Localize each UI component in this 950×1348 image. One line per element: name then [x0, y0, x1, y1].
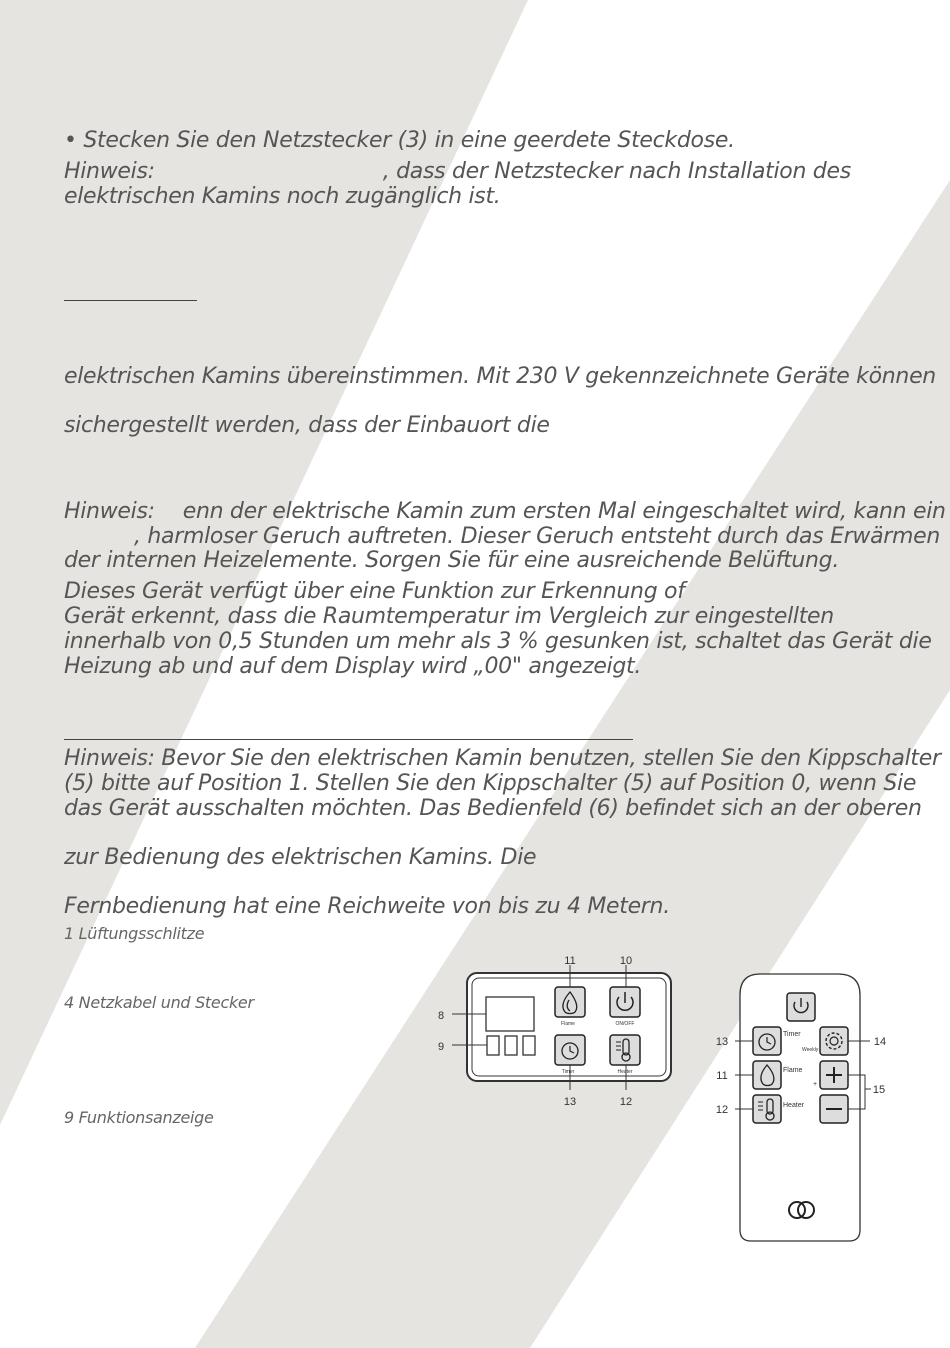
callout-12: 12: [619, 1096, 633, 1108]
callout-13: 13: [563, 1096, 577, 1108]
install-note: [64, 160, 851, 184]
operation-line-3: das Gerät ausschalten möchten. Das Bedienfeld (6) befindet sich an der oberen: [64, 796, 922, 821]
first-use-line-5: Gerät erkennt, dass die Raumtemperatur im Vergleich zur eingestellten: [64, 604, 834, 629]
remote-control-diagram: [705, 965, 900, 1250]
label-onoff: ON/OFF: [615, 1021, 635, 1027]
callout-11: 11: [716, 1070, 728, 1082]
legend-item-1: 1 Lüftungsschlitze: [64, 924, 205, 943]
note-label: Hinweis:: [64, 159, 155, 184]
first-use-line-6: innerhalb von 0,5 Stunden um mehr als 3 % gesunken ist, schaltet das Gerät die: [64, 629, 932, 654]
plus-icon: [820, 1061, 848, 1089]
minus-icon: [820, 1095, 848, 1123]
label-timer: Timer: [561, 1069, 575, 1075]
control-panel-diagram: [430, 950, 690, 1115]
operation-line-2: (5) bitte auf Position 1. Stellen Sie den Kippschalter (5) auf Position 0, wenn Sie: [64, 771, 917, 796]
callout-8: 8: [437, 1010, 445, 1022]
flame-icon: [753, 1061, 781, 1089]
label-heater: Heater: [783, 1102, 805, 1109]
power-line-2: sichergestellt werden, dass der Einbauort die: [64, 413, 550, 438]
install-bullet: • Stecken Sie den Netzstecker (3) in eine geerdete Steckdose.: [64, 128, 735, 153]
first-use-line-7: Heizung ab und auf dem Display wird „00" angezeigt.: [64, 654, 642, 679]
first-use-line-4: Dieses Gerät verfügt über eine Funktion zur Erkennung of: [64, 579, 685, 604]
section-heading-rule: [64, 300, 197, 301]
operation-line-4: zur Bedienung des elektrischen Kamins. Die: [64, 845, 537, 870]
power-line-1: elektrischen Kamins übereinstimmen. Mit 230 V gekennzeichnete Geräte können: [64, 364, 936, 389]
callout-13: 13: [715, 1036, 729, 1048]
label-heater: Heater: [617, 1069, 633, 1075]
label-weekly: Weekly: [802, 1047, 819, 1053]
first-use-line-3: der internen Heizelemente. Sorgen Sie für eine ausreichende Belüftung.: [64, 548, 840, 573]
gear-icon: [820, 1027, 848, 1055]
power-icon: [787, 993, 815, 1021]
first-use-line-1: Hinweis: enn der elektrische Kamin zum ersten Mal eingeschaltet wird, kann ein: [64, 499, 946, 524]
note-label: Hinweis:: [64, 499, 155, 524]
callout-15: 15: [872, 1084, 886, 1096]
operation-line-5: Fernbedienung hat eine Reichweite von bis zu 4 Metern.: [64, 894, 670, 919]
label-flame: Flame: [561, 1021, 575, 1027]
callout-12: 12: [715, 1104, 729, 1116]
section-heading-rule: [64, 739, 633, 740]
flame-icon: [555, 987, 585, 1017]
callout-9: 9: [437, 1041, 445, 1053]
operation-line-1: Hinweis: Bevor Sie den elektrischen Kamin benutzen, stellen Sie den Kippschalter: [64, 746, 941, 771]
callout-11: 11: [564, 955, 576, 967]
timer-icon: [555, 1035, 585, 1065]
label-timer: Timer: [783, 1031, 801, 1038]
callout-10: 10: [619, 955, 633, 967]
timer-icon: [753, 1027, 781, 1055]
label-flame: Flame: [783, 1067, 803, 1074]
legend-item-9: 9 Funktionsanzeige: [64, 1108, 214, 1127]
legend-item-4: 4 Netzkabel und Stecker: [64, 993, 254, 1012]
heater-icon: [610, 1035, 640, 1065]
first-use-line-2: , harmloser Geruch auftreten. Dieser Geruch entsteht durch das Erwärmen: [134, 524, 941, 549]
install-note-line2: elektrischen Kamins noch zugänglich ist.: [64, 184, 501, 209]
callout-14: 14: [873, 1036, 887, 1048]
note-text: , dass der Netzstecker nach Installation des: [382, 159, 851, 184]
label-plus: +: [813, 1081, 818, 1088]
power-icon: [610, 987, 640, 1017]
heater-icon: [753, 1095, 781, 1123]
